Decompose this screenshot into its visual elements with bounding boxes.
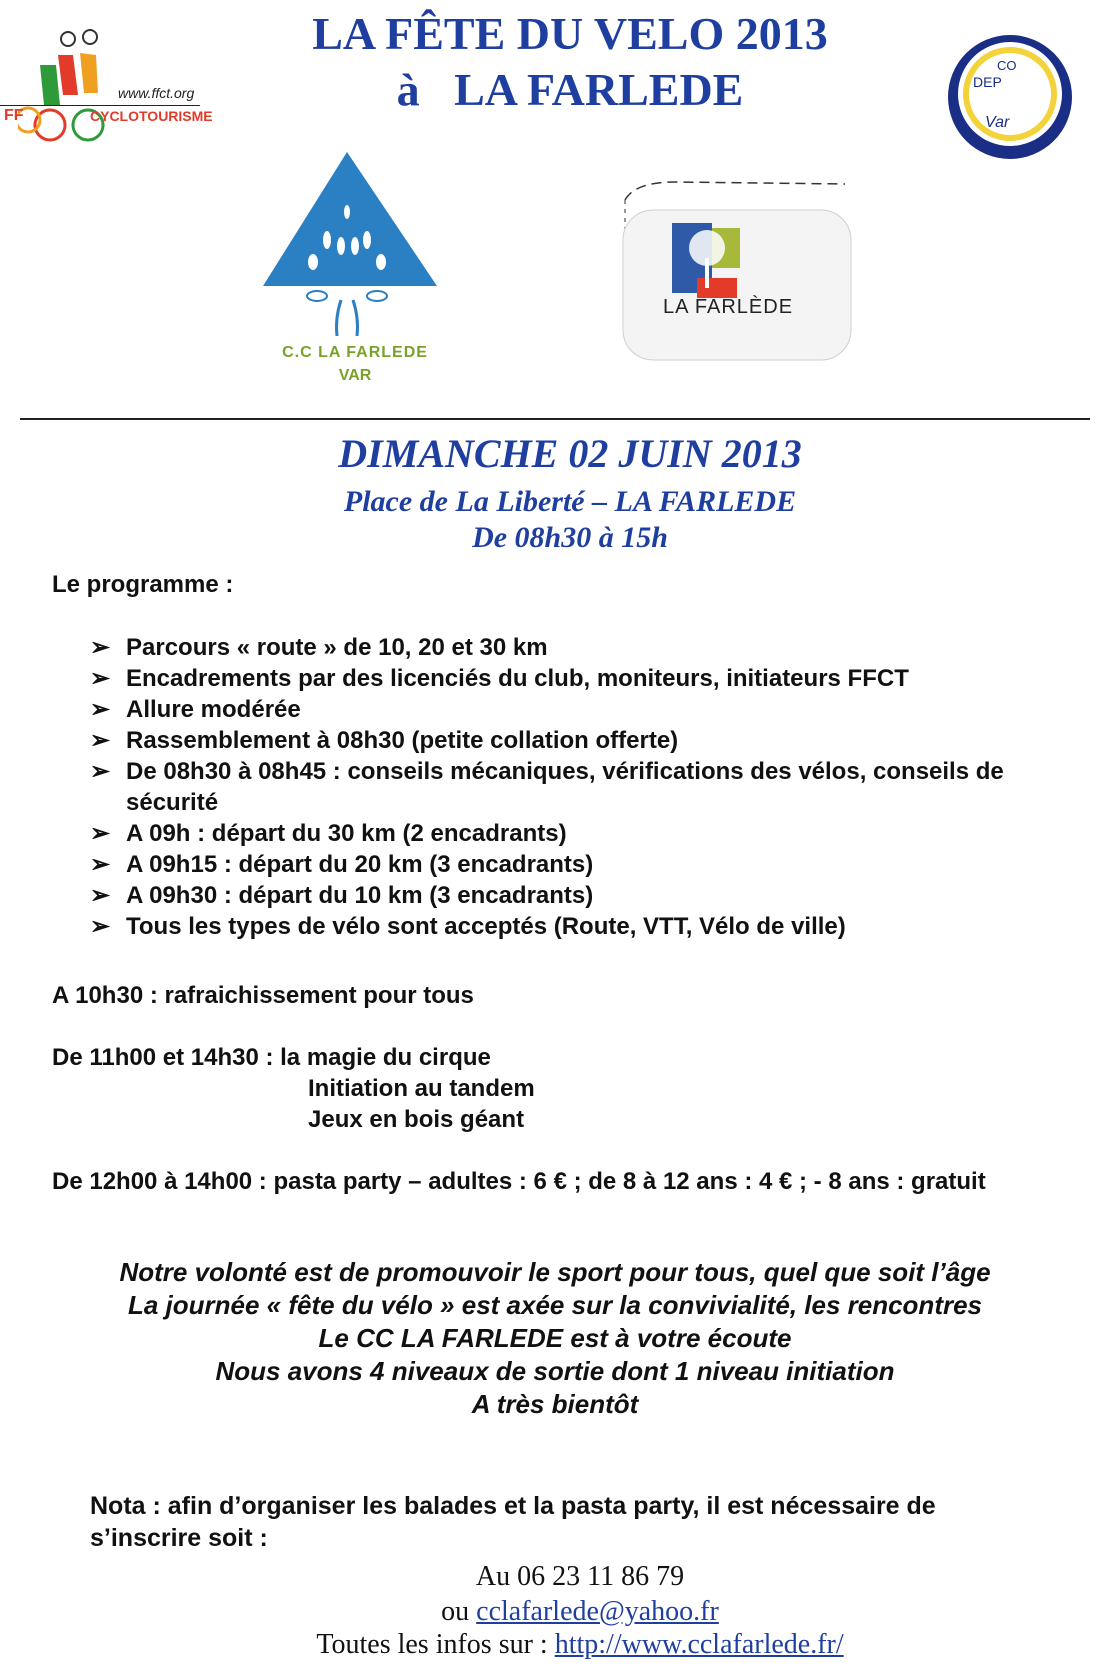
codep-dep: DEP (973, 74, 1002, 90)
arrow-bullet-icon: ➢ (90, 882, 111, 909)
refresh-time: A 10h30 : rafraichissement pour tous (52, 982, 474, 1009)
circus-time: De 11h00 et 14h30 : la magie du cirque (52, 1044, 491, 1071)
codep-logo (945, 32, 1075, 162)
page-title-line1: LA FÊTE DU VELO 2013 (312, 8, 828, 59)
cyclists-icon (18, 25, 128, 145)
town-logo (595, 180, 855, 365)
codep-var: Var (985, 114, 1010, 131)
event-date: DIMANCHE 02 JUIN 2013 (338, 431, 802, 476)
ffct-cyclotourisme: CYCLOTOURISME (90, 108, 213, 124)
club-name: C.C LA FARLEDE (282, 344, 428, 361)
codep-co: CO (997, 58, 1017, 73)
contact-or: ou (441, 1596, 470, 1627)
info-label: Toutes les infos sur : (316, 1629, 548, 1660)
town-name: LA FARLÈDE (662, 296, 794, 318)
message-line: A très bientôt (471, 1389, 639, 1419)
programme-list (90, 632, 1080, 942)
list-item: ➢ Tous les types de vélo sont acceptés (Route, VTT, Vélo de ville) (90, 913, 846, 940)
arrow-bullet-icon: ➢ (90, 634, 111, 661)
arrow-bullet-icon: ➢ (90, 696, 111, 723)
programme-heading: Le programme : (52, 571, 234, 598)
list-item: ➢ A 09h15 : départ du 20 km (3 encadrants) (90, 851, 594, 878)
ffct-logo (0, 25, 213, 155)
contact-site-line (180, 1628, 980, 1662)
header-divider (20, 418, 1090, 420)
club-logo (255, 150, 455, 390)
event-place: Place de La Liberté – LA FARLEDE (343, 485, 797, 518)
message-line: La journée « fête du vélo » est axée sur la convivialité, les rencontres (127, 1290, 983, 1320)
games-activity: Jeux en bois géant (308, 1106, 525, 1133)
nota: Nota : afin d’organiser les balades et la pasta party, il est nécessaire de s’inscrire soit : (90, 1492, 936, 1552)
page-title-line2: à LA FARLEDE (396, 64, 744, 115)
list-item: ➢ Parcours « route » de 10, 20 et 30 km (90, 634, 548, 661)
list-item: ➢ De 08h30 à 08h45 : conseils mécaniques, vérifications des vélos, conseils de sécurité (90, 758, 1004, 816)
pasta-party: De 12h00 à 14h00 : pasta party – adultes : 6 € ; de 8 à 12 ans : 4 € ; - 8 ans : gratuit (52, 1168, 986, 1195)
contact-email-line (240, 1595, 920, 1629)
ffct-url: www.ffct.org (118, 85, 195, 101)
arrow-bullet-icon: ➢ (90, 727, 111, 754)
ffct-ff: FF (4, 107, 24, 124)
list-item: ➢ A 09h : départ du 30 km (2 encadrants) (90, 820, 567, 847)
email-link[interactable]: cclafarlede@yahoo.fr (476, 1596, 719, 1627)
arrow-bullet-icon: ➢ (90, 758, 111, 785)
arrow-bullet-icon: ➢ (90, 665, 111, 692)
tandem-activity: Initiation au tandem (308, 1075, 535, 1102)
message-line: Notre volonté est de promouvoir le sport pour tous, quel que soit l’âge (119, 1257, 991, 1287)
tree-triangle-icon (255, 150, 455, 340)
arrow-bullet-icon: ➢ (90, 913, 111, 940)
codep-var-seal (945, 32, 1075, 162)
list-item: ➢ Allure modérée (90, 696, 301, 723)
website-link[interactable]: http://www.cclafarlede.fr/ (554, 1629, 844, 1660)
arrow-bullet-icon: ➢ (90, 851, 111, 878)
event-hours: De 08h30 à 15h (472, 521, 668, 554)
contact-phone: Au 06 23 11 86 79 (475, 1561, 685, 1592)
list-item: ➢ Encadrements par des licenciés du club, moniteurs, initiateurs FFCT (90, 665, 909, 692)
tree-square-icon (667, 218, 757, 308)
club-region: VAR (338, 367, 372, 384)
message-line: Nous avons 4 niveaux de sortie dont 1 niveau initiation (215, 1356, 895, 1386)
message-line: Le CC LA FARLEDE est à votre écoute (318, 1323, 792, 1353)
list-item: ➢ A 09h30 : départ du 10 km (3 encadrants) (90, 882, 594, 909)
arrow-bullet-icon: ➢ (90, 820, 111, 847)
list-item: ➢ Rassemblement à 08h30 (petite collation offerte) (90, 727, 679, 754)
